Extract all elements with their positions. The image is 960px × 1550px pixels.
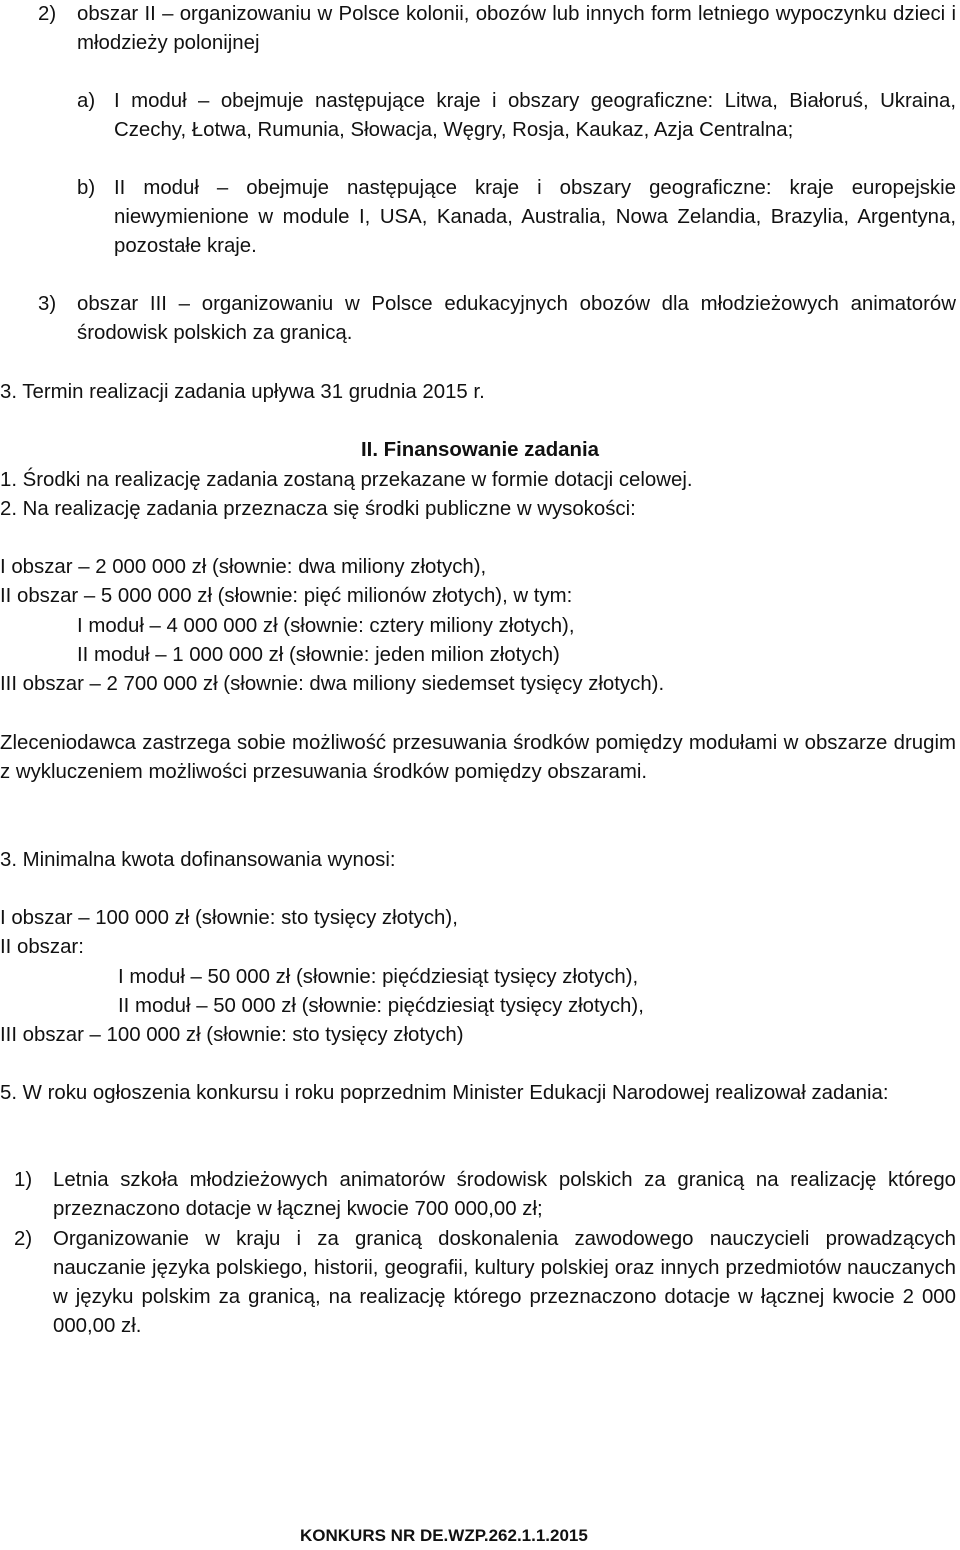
list-number: 2) xyxy=(14,1228,33,1250)
paragraph-3: 3. Minimalna kwota dofinansowania wynosi: xyxy=(0,849,396,871)
page-footer: KONKURS NR DE.WZP.262.1.1.2015 xyxy=(300,1526,588,1545)
amount-area-3: III obszar – 2 700 000 zł (słownie: dwa miliony siedemset tysięcy złotych). xyxy=(0,673,665,695)
amount-area-2: II obszar – 5 000 000 zł (słownie: pięć milionów złotych), w tym: xyxy=(0,585,573,607)
paragraph-5: 5. W roku ogłoszenia konkursu i roku poprzednim Minister Edukacji Narodowej realizował zadania: xyxy=(0,1082,889,1104)
paragraph-2: 2. Na realizację zadania przeznacza się środki publiczne w wysokości: xyxy=(0,498,636,520)
minimum-area-3: III obszar – 100 000 zł (słownie: sto tysięcy złotych) xyxy=(0,1024,464,1046)
list-text: Organizowanie w kraju i za granicą doskonalenia zawodowego nauczycieli prowadzących nauczanie języka polskiego, historii, geografii, kultury polskiej oraz innych przedmiotów nauczanych w języku polskim za granicą, na realizację którego przeznaczono dotacje w łącznej kwocie 2 000 000,00 zł. xyxy=(53,1228,956,1337)
list-letter: b) xyxy=(77,177,96,199)
list-text: II moduł – obejmuje następujące kraje i obszary geograficzne: kraje europejskie niewymienione w module I, USA, Kanada, Australia, Nowa Zelandia, Brazylia, Argentyna, pozostałe kraje. xyxy=(114,177,956,257)
minimum-module-1: I moduł – 50 000 zł (słownie: pięćdziesiąt tysięcy złotych), xyxy=(118,966,639,988)
list-text: obszar III – organizowaniu w Polsce edukacyjnych obozów dla młodzieżowych animatorów środowisk polskich za granicą. xyxy=(77,293,956,344)
reservation-paragraph: Zleceniodawca zastrzega sobie możliwość przesuwania środków pomiędzy modułami w obszarze drugim z wykluczeniem możliwości przesuwania środków pomiędzy obszarami. xyxy=(0,732,956,783)
list-number: 3) xyxy=(38,293,57,315)
minimum-area-1: I obszar – 100 000 zł (słownie: sto tysięcy złotych), xyxy=(0,907,458,929)
amount-area-1: I obszar – 2 000 000 zł (słownie: dwa miliony złotych), xyxy=(0,556,487,578)
list-number: 2) xyxy=(38,3,57,25)
term-paragraph: 3. Termin realizacji zadania upływa 31 grudnia 2015 r. xyxy=(0,381,485,403)
list-number: 1) xyxy=(14,1169,33,1191)
minimum-area-2: II obszar: xyxy=(0,936,84,958)
amount-module-1: I moduł – 4 000 000 zł (słownie: cztery miliony złotych), xyxy=(77,615,575,637)
amount-module-2: II moduł – 1 000 000 zł (słownie: jeden milion złotych) xyxy=(77,644,560,666)
list-text: I moduł – obejmuje następujące kraje i obszary geograficzne: Litwa, Białoruś, Ukraina, Czechy, Łotwa, Rumunia, Słowacja, Węgry, Rosja, Kaukaz, Azja Centralna; xyxy=(114,90,956,141)
list-letter: a) xyxy=(77,90,96,112)
minimum-module-2: II moduł – 50 000 zł (słownie: pięćdziesiąt tysięcy złotych), xyxy=(118,995,644,1017)
list-text: Letnia szkoła młodzieżowych animatorów środowisk polskich za granicą na realizację którego przeznaczono dotacje w łącznej kwocie 700 000,00 zł; xyxy=(53,1169,956,1220)
section-heading: II. Finansowanie zadania xyxy=(361,439,599,461)
paragraph-1: 1. Środki na realizację zadania zostaną przekazane w formie dotacji celowej. xyxy=(0,469,693,491)
list-text: obszar II – organizowaniu w Polsce kolonii, obozów lub innych form letniego wypoczynku dzieci i młodzieży polonijnej xyxy=(77,3,956,54)
